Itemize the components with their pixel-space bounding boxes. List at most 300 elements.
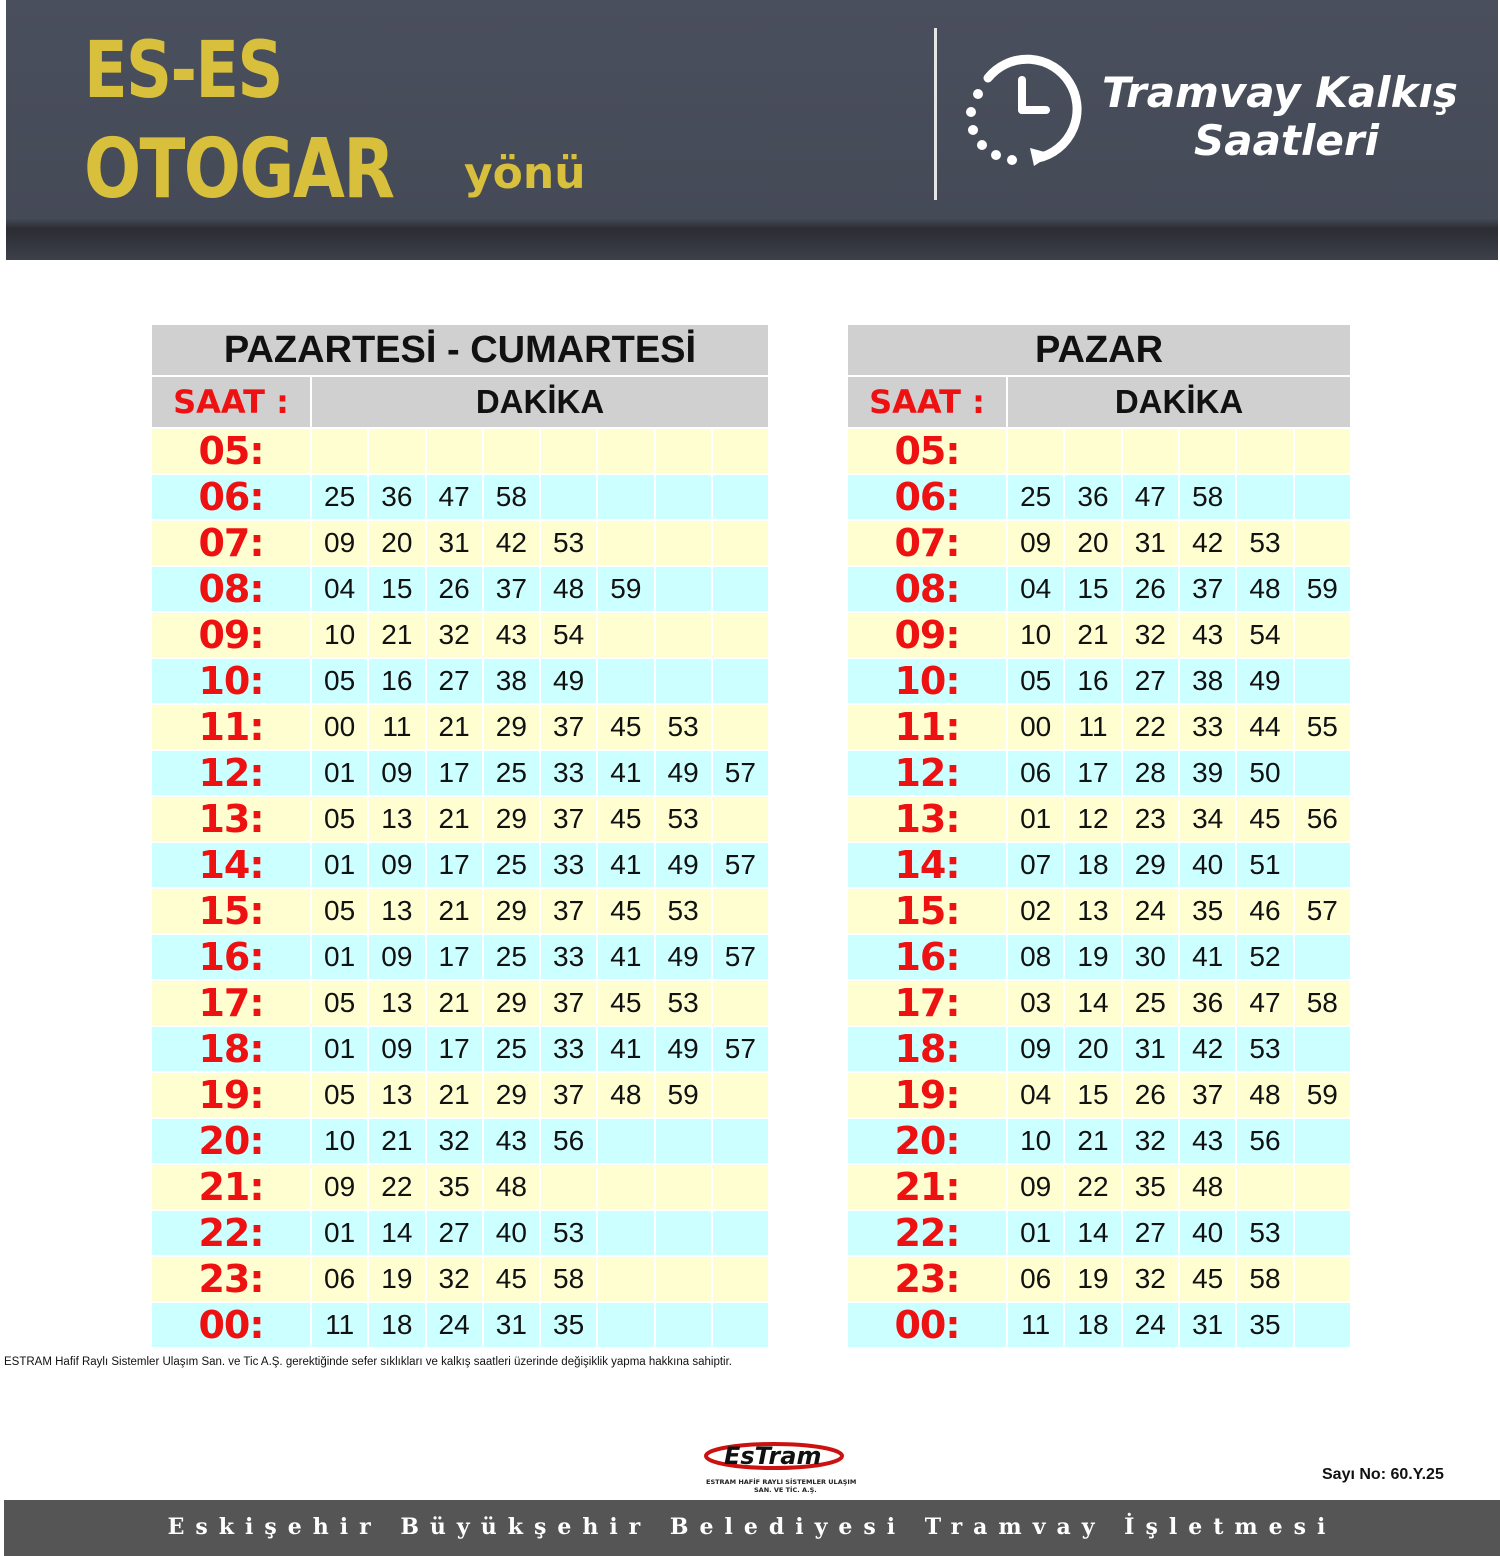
hour-cell: 18: <box>151 1026 311 1072</box>
minute-cell: 14 <box>1064 980 1121 1026</box>
table-row <box>847 1072 1351 1118</box>
dakika-column-header: DAKİKA <box>311 376 769 428</box>
minute-cell: 21 <box>1064 612 1121 658</box>
hour-cell: 22: <box>151 1210 311 1256</box>
minute-cell <box>1236 1164 1293 1210</box>
table-row <box>151 520 769 566</box>
minute-cell: 59 <box>1294 566 1351 612</box>
minute-cell: 57 <box>712 1026 769 1072</box>
minute-cell: 19 <box>1064 934 1121 980</box>
minute-cell: 09 <box>368 1026 425 1072</box>
minute-cell <box>655 1210 712 1256</box>
hour-cell: 14: <box>847 842 1007 888</box>
minute-cell: 21 <box>426 796 483 842</box>
hour-cell: 20: <box>847 1118 1007 1164</box>
minute-cell: 49 <box>540 658 597 704</box>
minute-cell <box>1294 612 1351 658</box>
minute-cell: 48 <box>1236 1072 1293 1118</box>
minute-cell: 34 <box>1179 796 1236 842</box>
minute-cell: 57 <box>712 842 769 888</box>
minute-cell: 17 <box>426 842 483 888</box>
minute-cell: 33 <box>540 842 597 888</box>
minute-cell <box>540 474 597 520</box>
minute-cell: 48 <box>483 1164 540 1210</box>
minute-cell <box>1294 750 1351 796</box>
direction-label: yönü <box>464 148 586 199</box>
minute-cell: 25 <box>1007 474 1064 520</box>
minute-cell: 36 <box>1179 980 1236 1026</box>
minute-cell: 11 <box>311 1302 368 1348</box>
minute-cell: 49 <box>655 750 712 796</box>
minute-cell <box>540 1164 597 1210</box>
minute-cell <box>1294 658 1351 704</box>
minute-cell: 32 <box>1122 612 1179 658</box>
minute-cell <box>1294 520 1351 566</box>
minute-cell <box>1179 428 1236 474</box>
hour-cell: 16: <box>847 934 1007 980</box>
table-row <box>847 888 1351 934</box>
minute-cell: 37 <box>1179 1072 1236 1118</box>
minute-cell: 33 <box>540 1026 597 1072</box>
minute-cell: 05 <box>311 658 368 704</box>
issue-number: Sayı No: 60.Y.25 <box>1322 1466 1444 1483</box>
minute-cell <box>597 1302 654 1348</box>
minute-cell: 40 <box>1179 842 1236 888</box>
minute-cell: 25 <box>311 474 368 520</box>
hour-cell: 16: <box>151 934 311 980</box>
minute-cell <box>597 428 654 474</box>
minute-cell: 41 <box>597 934 654 980</box>
minute-cell: 43 <box>483 1118 540 1164</box>
minute-cell <box>655 428 712 474</box>
sunday-timetable <box>846 323 1352 1349</box>
hour-cell: 10: <box>847 658 1007 704</box>
station-title-line1: ES-ES <box>84 26 282 116</box>
hour-cell: 06: <box>847 474 1007 520</box>
minute-cell: 35 <box>1179 888 1236 934</box>
minute-cell: 23 <box>1122 796 1179 842</box>
minute-cell: 31 <box>426 520 483 566</box>
table-row <box>151 980 769 1026</box>
day-heading: PAZARTESİ - CUMARTESİ <box>151 324 769 376</box>
table-row <box>151 704 769 750</box>
minute-cell <box>1294 934 1351 980</box>
minute-cell <box>712 1210 769 1256</box>
minute-cell <box>1294 1118 1351 1164</box>
minute-cell: 33 <box>540 934 597 980</box>
minute-cell: 10 <box>1007 612 1064 658</box>
minute-cell: 29 <box>483 1072 540 1118</box>
minute-cell: 24 <box>426 1302 483 1348</box>
minute-cell: 22 <box>1064 1164 1121 1210</box>
minute-cell: 29 <box>483 980 540 1026</box>
minute-cell: 35 <box>426 1164 483 1210</box>
schedule-title-line1: Tramvay Kalkış <box>1102 68 1458 117</box>
bottom-banner <box>4 1500 1500 1556</box>
dakika-column-header: DAKİKA <box>1007 376 1351 428</box>
hour-cell: 18: <box>847 1026 1007 1072</box>
minute-cell: 21 <box>426 980 483 1026</box>
minute-cell: 37 <box>540 980 597 1026</box>
table-row <box>847 1164 1351 1210</box>
minute-cell: 27 <box>1122 658 1179 704</box>
minute-cell: 33 <box>540 750 597 796</box>
minute-cell <box>712 428 769 474</box>
table-row <box>847 934 1351 980</box>
minute-cell: 39 <box>1179 750 1236 796</box>
minute-cell <box>311 428 368 474</box>
minute-cell: 18 <box>368 1302 425 1348</box>
weekday-timetable <box>150 323 770 1349</box>
minute-cell: 21 <box>368 1118 425 1164</box>
minute-cell: 05 <box>311 796 368 842</box>
minute-cell: 25 <box>483 1026 540 1072</box>
minute-cell <box>712 1256 769 1302</box>
minute-cell: 24 <box>1122 888 1179 934</box>
minute-cell: 44 <box>1236 704 1293 750</box>
minute-cell: 22 <box>368 1164 425 1210</box>
minute-cell: 37 <box>483 566 540 612</box>
hour-cell: 08: <box>151 566 311 612</box>
hour-cell: 06: <box>151 474 311 520</box>
table-row <box>151 658 769 704</box>
hour-cell: 20: <box>151 1118 311 1164</box>
saat-column-header: SAAT : <box>151 376 311 428</box>
minute-cell: 25 <box>483 750 540 796</box>
minute-cell: 07 <box>1007 842 1064 888</box>
minute-cell <box>712 888 769 934</box>
table-row <box>847 842 1351 888</box>
hour-cell: 21: <box>151 1164 311 1210</box>
minute-cell: 11 <box>1064 704 1121 750</box>
minute-cell <box>712 704 769 750</box>
table-row <box>847 520 1351 566</box>
hour-cell: 14: <box>151 842 311 888</box>
minute-cell: 09 <box>1007 1164 1064 1210</box>
minute-cell: 45 <box>483 1256 540 1302</box>
minute-cell: 49 <box>655 934 712 980</box>
hour-cell: 15: <box>151 888 311 934</box>
minute-cell: 17 <box>1064 750 1121 796</box>
minute-cell: 13 <box>368 1072 425 1118</box>
table-row <box>151 612 769 658</box>
table-row <box>151 1210 769 1256</box>
svg-text:ESTRAM HAFİF RAYLI SİSTEMLER U: ESTRAM HAFİF RAYLI SİSTEMLER ULAŞIM <box>706 1478 857 1486</box>
minute-cell: 17 <box>426 1026 483 1072</box>
hour-cell: 11: <box>847 704 1007 750</box>
table-row <box>847 750 1351 796</box>
minute-cell <box>540 428 597 474</box>
minute-cell: 05 <box>311 980 368 1026</box>
minute-cell: 47 <box>426 474 483 520</box>
minute-cell: 01 <box>311 1026 368 1072</box>
minute-cell: 25 <box>483 842 540 888</box>
minute-cell <box>655 1164 712 1210</box>
minute-cell: 03 <box>1007 980 1064 1026</box>
minute-cell: 12 <box>1064 796 1121 842</box>
minute-cell: 57 <box>1294 888 1351 934</box>
hour-cell: 23: <box>847 1256 1007 1302</box>
minute-cell: 45 <box>1179 1256 1236 1302</box>
minute-cell <box>655 474 712 520</box>
minute-cell: 48 <box>597 1072 654 1118</box>
minute-cell: 26 <box>1122 1072 1179 1118</box>
table-row <box>847 1210 1351 1256</box>
minute-cell: 32 <box>1122 1118 1179 1164</box>
minute-cell: 47 <box>1122 474 1179 520</box>
minute-cell <box>712 1072 769 1118</box>
table-row <box>847 612 1351 658</box>
minute-cell <box>597 1164 654 1210</box>
minute-cell: 37 <box>540 704 597 750</box>
table-row <box>151 1118 769 1164</box>
minute-cell: 57 <box>712 934 769 980</box>
table-row <box>151 796 769 842</box>
minute-cell <box>1294 1026 1351 1072</box>
hour-cell: 09: <box>151 612 311 658</box>
minute-cell: 00 <box>1007 704 1064 750</box>
minute-cell: 09 <box>368 750 425 796</box>
table-row <box>847 658 1351 704</box>
minute-cell: 56 <box>1294 796 1351 842</box>
minute-cell: 19 <box>368 1256 425 1302</box>
table-row <box>151 842 769 888</box>
minute-cell: 04 <box>1007 566 1064 612</box>
minute-cell: 14 <box>1064 1210 1121 1256</box>
minute-cell: 49 <box>655 1026 712 1072</box>
minute-cell <box>1236 428 1293 474</box>
minute-cell: 57 <box>712 750 769 796</box>
clock-icon <box>960 50 1090 166</box>
minute-cell <box>712 520 769 566</box>
minute-cell <box>712 612 769 658</box>
hour-cell: 09: <box>847 612 1007 658</box>
hour-cell: 17: <box>151 980 311 1026</box>
minute-cell: 09 <box>368 842 425 888</box>
minute-cell: 53 <box>1236 1026 1293 1072</box>
minute-cell: 51 <box>1236 842 1293 888</box>
table-row <box>847 796 1351 842</box>
minute-cell: 56 <box>1236 1118 1293 1164</box>
minute-cell: 58 <box>483 474 540 520</box>
minute-cell: 11 <box>1007 1302 1064 1348</box>
minute-cell: 56 <box>540 1118 597 1164</box>
table-row <box>847 1256 1351 1302</box>
minute-cell: 53 <box>1236 1210 1293 1256</box>
minute-cell <box>655 1118 712 1164</box>
minute-cell: 31 <box>483 1302 540 1348</box>
minute-cell: 18 <box>1064 842 1121 888</box>
minute-cell <box>1236 474 1293 520</box>
minute-cell: 45 <box>1236 796 1293 842</box>
minute-cell: 01 <box>311 934 368 980</box>
banner-divider <box>934 28 937 200</box>
minute-cell: 04 <box>1007 1072 1064 1118</box>
hour-cell: 07: <box>847 520 1007 566</box>
table-row <box>151 1072 769 1118</box>
minute-cell: 10 <box>311 612 368 658</box>
minute-cell: 36 <box>368 474 425 520</box>
minute-cell: 58 <box>1236 1256 1293 1302</box>
minute-cell: 10 <box>1007 1118 1064 1164</box>
table-row <box>151 1164 769 1210</box>
minute-cell: 32 <box>1122 1256 1179 1302</box>
minute-cell: 59 <box>1294 1072 1351 1118</box>
minute-cell <box>368 428 425 474</box>
minute-cell: 48 <box>540 566 597 612</box>
hour-cell: 05: <box>151 428 311 474</box>
table-row <box>847 428 1351 474</box>
minute-cell: 52 <box>1236 934 1293 980</box>
saat-column-header: SAAT : <box>847 376 1007 428</box>
minute-cell: 01 <box>311 842 368 888</box>
table-row <box>847 1302 1351 1348</box>
hour-cell: 12: <box>151 750 311 796</box>
minute-cell: 54 <box>540 612 597 658</box>
minute-cell: 27 <box>1122 1210 1179 1256</box>
minute-cell: 37 <box>1179 566 1236 612</box>
svg-text:SAN. VE TİC. A.Ş.: SAN. VE TİC. A.Ş. <box>754 1486 817 1494</box>
minute-cell: 53 <box>655 796 712 842</box>
minute-cell: 47 <box>1236 980 1293 1026</box>
minute-cell: 26 <box>1122 566 1179 612</box>
minute-cell: 05 <box>311 1072 368 1118</box>
minute-cell: 48 <box>1179 1164 1236 1210</box>
minute-cell: 49 <box>655 842 712 888</box>
hour-cell: 19: <box>151 1072 311 1118</box>
minute-cell: 21 <box>426 888 483 934</box>
hour-cell: 00: <box>847 1302 1007 1348</box>
minute-cell: 45 <box>597 796 654 842</box>
minute-cell: 19 <box>1064 1256 1121 1302</box>
minute-cell: 26 <box>426 566 483 612</box>
minute-cell <box>712 796 769 842</box>
minute-cell <box>1294 1256 1351 1302</box>
minute-cell: 55 <box>1294 704 1351 750</box>
minute-cell <box>712 566 769 612</box>
minute-cell <box>712 474 769 520</box>
minute-cell: 06 <box>1007 1256 1064 1302</box>
minute-cell <box>712 980 769 1026</box>
minute-cell: 21 <box>368 612 425 658</box>
minute-cell: 29 <box>1122 842 1179 888</box>
table-row <box>847 1118 1351 1164</box>
minute-cell: 29 <box>483 704 540 750</box>
minute-cell <box>1294 1164 1351 1210</box>
minute-cell: 05 <box>1007 658 1064 704</box>
minute-cell: 28 <box>1122 750 1179 796</box>
minute-cell <box>712 1302 769 1348</box>
minute-cell: 38 <box>1179 658 1236 704</box>
minute-cell: 58 <box>1294 980 1351 1026</box>
minute-cell: 01 <box>311 750 368 796</box>
svg-text:EsTram: EsTram <box>724 1442 822 1470</box>
hour-cell: 22: <box>847 1210 1007 1256</box>
minute-cell: 08 <box>1007 934 1064 980</box>
minute-cell: 46 <box>1236 888 1293 934</box>
minute-cell: 53 <box>655 980 712 1026</box>
table-row <box>151 1026 769 1072</box>
minute-cell: 09 <box>311 1164 368 1210</box>
minute-cell: 32 <box>426 1118 483 1164</box>
minute-cell <box>712 1164 769 1210</box>
minute-cell: 32 <box>426 1256 483 1302</box>
day-heading: PAZAR <box>847 324 1351 376</box>
minute-cell: 35 <box>1122 1164 1179 1210</box>
minute-cell: 05 <box>311 888 368 934</box>
minute-cell: 37 <box>540 796 597 842</box>
schedule-title-line2: Saatleri <box>1194 116 1380 165</box>
minute-cell: 14 <box>368 1210 425 1256</box>
minute-cell: 06 <box>1007 750 1064 796</box>
table-row <box>151 1256 769 1302</box>
minute-cell: 31 <box>1122 520 1179 566</box>
minute-cell <box>597 658 654 704</box>
minute-cell: 20 <box>1064 520 1121 566</box>
minute-cell: 59 <box>655 1072 712 1118</box>
minute-cell: 13 <box>368 888 425 934</box>
minute-cell: 42 <box>1179 520 1236 566</box>
minute-cell: 21 <box>1064 1118 1121 1164</box>
minute-cell: 09 <box>368 934 425 980</box>
minute-cell <box>426 428 483 474</box>
minute-cell <box>655 1302 712 1348</box>
table-row <box>847 474 1351 520</box>
hour-cell: 13: <box>151 796 311 842</box>
minute-cell: 42 <box>483 520 540 566</box>
minute-cell: 32 <box>426 612 483 658</box>
minute-cell: 11 <box>368 704 425 750</box>
minute-cell: 21 <box>426 704 483 750</box>
hour-cell: 23: <box>151 1256 311 1302</box>
minute-cell: 18 <box>1064 1302 1121 1348</box>
minute-cell: 53 <box>655 704 712 750</box>
table-row <box>847 1026 1351 1072</box>
minute-cell <box>655 1256 712 1302</box>
minute-cell: 53 <box>540 520 597 566</box>
table-row <box>151 566 769 612</box>
table-row <box>847 980 1351 1026</box>
minute-cell <box>597 520 654 566</box>
minute-cell: 25 <box>483 934 540 980</box>
minute-cell <box>1294 1210 1351 1256</box>
disclaimer-footnote: ESTRAM Hafif Raylı Sistemler Ulaşım San. ve Tic A.Ş. gerektiğinde sefer sıklıkları ve kalkış saatleri üzerinde değişiklik yapma hakkına sahiptir. <box>4 1356 732 1368</box>
minute-cell: 29 <box>483 796 540 842</box>
minute-cell: 15 <box>368 566 425 612</box>
minute-cell: 41 <box>1179 934 1236 980</box>
minute-cell: 29 <box>483 888 540 934</box>
minute-cell: 27 <box>426 658 483 704</box>
minute-cell: 04 <box>311 566 368 612</box>
minute-cell: 37 <box>540 888 597 934</box>
hour-cell: 07: <box>151 520 311 566</box>
minute-cell: 17 <box>426 934 483 980</box>
hour-cell: 21: <box>847 1164 1007 1210</box>
minute-cell: 35 <box>1236 1302 1293 1348</box>
minute-cell: 15 <box>1064 1072 1121 1118</box>
minute-cell: 16 <box>368 658 425 704</box>
minute-cell <box>655 612 712 658</box>
station-title-line2: OTOGAR <box>84 122 394 217</box>
minute-cell: 53 <box>655 888 712 934</box>
minute-cell <box>597 1256 654 1302</box>
table-row <box>847 704 1351 750</box>
minute-cell <box>712 1118 769 1164</box>
minute-cell: 21 <box>426 1072 483 1118</box>
minute-cell: 36 <box>1064 474 1121 520</box>
table-row <box>151 428 769 474</box>
minute-cell <box>1294 474 1351 520</box>
